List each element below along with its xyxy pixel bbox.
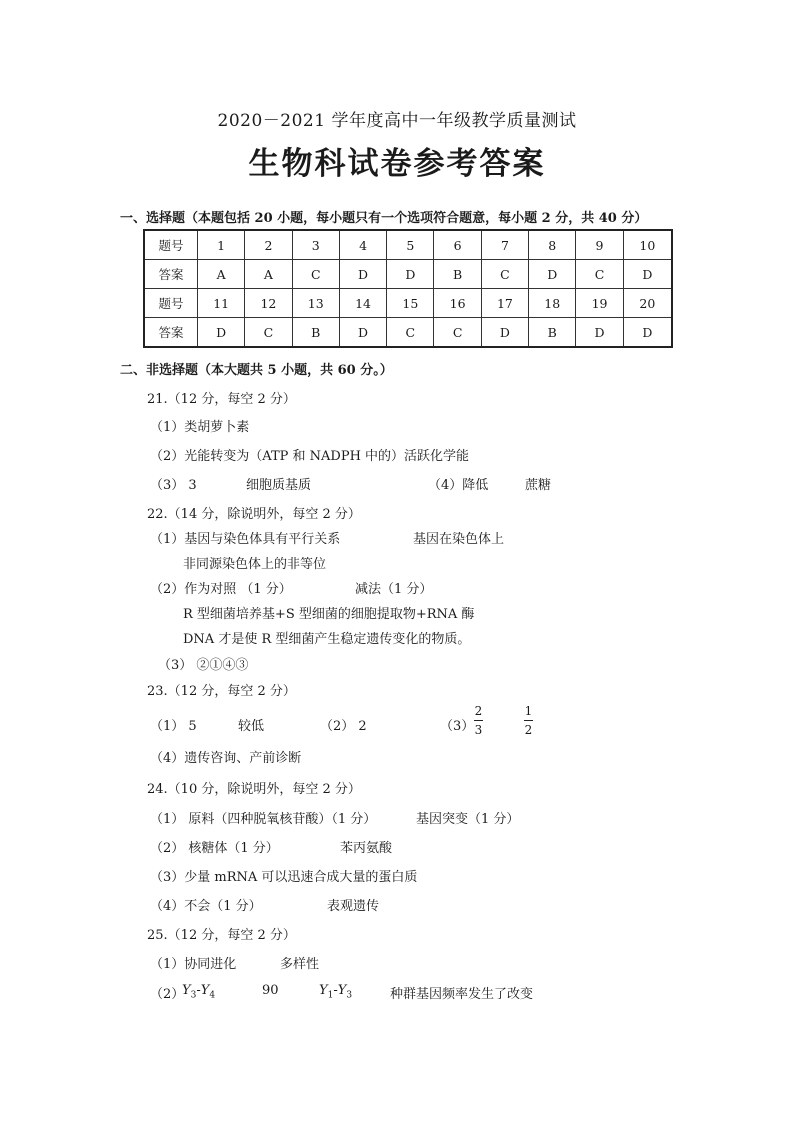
table-cell: 20 xyxy=(623,289,672,318)
table-cell: 11 xyxy=(198,289,245,318)
q24-heading: 24.（10 分，除说明外，每空 2 分） xyxy=(147,782,361,797)
table-cell: 5 xyxy=(387,230,434,260)
table-cell: 题号 xyxy=(144,230,198,260)
q21-answer-2: （2）光能转变为（ATP 和 NADPH 中的）活跃化学能 xyxy=(150,449,470,464)
table-cell: D xyxy=(339,260,386,289)
q24-answer-3: （3）少量 mRNA 可以迅速合成大量的蛋白质 xyxy=(150,870,418,885)
table-cell: B xyxy=(434,260,481,289)
subscript: 3 xyxy=(190,990,197,1001)
table-cell: D xyxy=(481,318,528,348)
section1-heading: 一、选择题（本题包括 20 小题，每小题只有一个选项符合题意，每小题 2 分，共 40 分） xyxy=(120,211,648,226)
q23-answer-1b: 较低 xyxy=(238,719,265,734)
fraction-one-half xyxy=(524,704,533,737)
table-cell: 3 xyxy=(292,230,339,260)
variable-y: Y xyxy=(182,983,191,998)
subscript: 1 xyxy=(327,990,334,1001)
table-cell: C xyxy=(292,260,339,289)
q22-answer-2c: R 型细菌培养基+S 型细菌的细胞提取物+RNA 酶 xyxy=(183,607,475,622)
variable-y: Y xyxy=(337,983,347,998)
q22-answer-2: （2）作为对照 （1 分） xyxy=(150,582,292,597)
fraction-bar xyxy=(474,720,483,721)
table-cell: 10 xyxy=(623,230,672,260)
q22-answer-2b: 减法（1 分） xyxy=(355,582,433,597)
table-cell: 15 xyxy=(387,289,434,318)
fraction-numerator: 1 xyxy=(524,704,533,718)
table-cell: 9 xyxy=(576,230,623,260)
table-cell: 1 xyxy=(198,230,245,260)
q25-answer-2-reason: 种群基因频率发生了改变 xyxy=(390,987,534,1002)
q25-answer-1: （1）协同进化 xyxy=(150,957,237,972)
table-cell: D xyxy=(387,260,434,289)
table-cell: 13 xyxy=(292,289,339,318)
table-cell: 17 xyxy=(481,289,528,318)
q21-answer-3b: 细胞质基质 xyxy=(246,478,312,493)
table-cell: D xyxy=(576,318,623,348)
q22-answer-1b: 基因在染色体上 xyxy=(413,532,505,547)
table-cell: D xyxy=(623,318,672,348)
table-cell: D xyxy=(339,318,386,348)
q25-answer-1b: 多样性 xyxy=(280,957,320,972)
table-row xyxy=(144,230,672,260)
fraction-bar xyxy=(524,720,533,721)
table-row xyxy=(144,289,672,318)
table-cell: 答案 xyxy=(144,260,198,289)
q23-heading: 23.（12 分，每空 2 分） xyxy=(147,684,296,699)
variable-y: Y xyxy=(319,983,328,998)
table-cell: 18 xyxy=(529,289,576,318)
table-cell: C xyxy=(576,260,623,289)
table-cell: 2 xyxy=(245,230,292,260)
variable-y: Y xyxy=(200,983,210,998)
q24-answer-4b: 表观遗传 xyxy=(327,899,380,914)
q24-answer-1: （1） 原料（四种脱氧核苷酸）（1 分） xyxy=(150,812,377,827)
table-cell: 7 xyxy=(481,230,528,260)
table-cell: C xyxy=(434,318,481,348)
q24-answer-2: （2） 核糖体（1 分） xyxy=(150,841,279,856)
section2-heading: 二、非选择题（本大题共 5 小题，共 60 分。） xyxy=(120,363,393,378)
table-row xyxy=(144,318,672,348)
table-cell: D xyxy=(623,260,672,289)
dash: - xyxy=(196,983,201,998)
table-cell: 19 xyxy=(576,289,623,318)
q24-answer-4: （4）不会（1 分） xyxy=(150,899,262,914)
q25-answer-2-value: 90 xyxy=(262,983,279,998)
table-cell: 6 xyxy=(434,230,481,260)
dash: - xyxy=(333,983,338,998)
answer-key-title: 生物科试卷参考答案 xyxy=(248,146,546,182)
q24-answer-1b: 基因突变（1 分） xyxy=(416,812,520,827)
table-cell: 12 xyxy=(245,289,292,318)
q21-answer-4b: 蔗糖 xyxy=(525,478,552,493)
q21-answer-4: （4）降低 xyxy=(428,478,489,493)
subscript: 4 xyxy=(209,990,216,1001)
subscript: 3 xyxy=(346,990,353,1001)
table-cell: 题号 xyxy=(144,289,198,318)
table-cell: 答案 xyxy=(144,318,198,348)
q22-heading: 22.（14 分，除说明外，每空 2 分） xyxy=(147,507,361,522)
q23-answer-3: （3） xyxy=(440,719,475,734)
q23-answer-2: （2） 2 xyxy=(320,719,367,734)
answer-table xyxy=(143,229,673,348)
q22-answer-1: （1）基因与染色体具有平行关系 xyxy=(150,532,341,547)
fraction-denominator: 3 xyxy=(474,723,483,737)
table-cell: C xyxy=(387,318,434,348)
q21-heading: 21.（12 分，每空 2 分） xyxy=(147,392,296,407)
exam-title: 2020－2021 学年度高中一年级教学质量测试 xyxy=(217,111,577,131)
table-cell: C xyxy=(245,318,292,348)
q22-answer-1c: 非同源染色体上的非等位 xyxy=(183,557,327,572)
table-cell: D xyxy=(198,318,245,348)
q25-answer-2: （2） xyxy=(150,987,185,1002)
table-cell: 16 xyxy=(434,289,481,318)
table-cell: 4 xyxy=(339,230,386,260)
table-cell: C xyxy=(481,260,528,289)
fraction-two-thirds xyxy=(474,704,483,737)
q23-answer-4: （4）遗传咨询、产前诊断 xyxy=(150,751,302,766)
table-cell: B xyxy=(292,318,339,348)
table-cell: A xyxy=(198,260,245,289)
fraction-numerator: 2 xyxy=(474,704,483,718)
table-cell: A xyxy=(245,260,292,289)
q21-answer-3: （3） 3 xyxy=(150,478,197,493)
q22-answer-3: （3） ②①④③ xyxy=(158,658,249,673)
table-cell: 8 xyxy=(529,230,576,260)
q22-answer-2d: DNA 才是使 R 型细菌产生稳定遗传变化的物质。 xyxy=(183,632,471,647)
q25-answer-2-range-a xyxy=(182,983,215,1001)
q25-heading: 25.（12 分，每空 2 分） xyxy=(147,928,296,943)
q24-answer-2b: 苯丙氨酸 xyxy=(340,841,393,856)
q25-answer-2-range-b xyxy=(319,983,352,1001)
table-cell: D xyxy=(529,260,576,289)
fraction-denominator: 2 xyxy=(524,723,533,737)
table-row xyxy=(144,260,672,289)
table-cell: B xyxy=(529,318,576,348)
table-cell: 14 xyxy=(339,289,386,318)
q23-answer-1: （1） 5 xyxy=(150,719,197,734)
q21-answer-1: （1）类胡萝卜素 xyxy=(150,420,250,435)
